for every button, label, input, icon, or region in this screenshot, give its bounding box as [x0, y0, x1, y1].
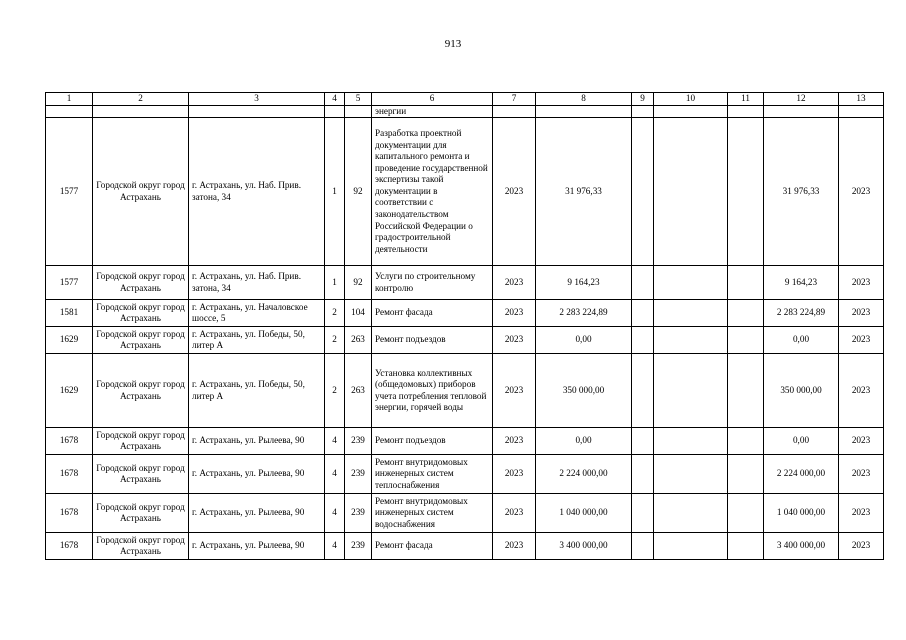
- continuation-row: [46, 105, 884, 118]
- col9-value: [632, 118, 654, 266]
- col12-cost: 0,00: [764, 428, 839, 455]
- col4-value: 4: [325, 455, 345, 494]
- col11-value: [728, 266, 764, 300]
- col13-year: 2023: [839, 533, 884, 560]
- total-cost: 0,00: [536, 327, 632, 354]
- year: 2023: [493, 327, 536, 354]
- total-cost: 9 164,23: [536, 266, 632, 300]
- municipality: Городской округ город Астрахань: [93, 354, 189, 428]
- table-row: [46, 118, 884, 266]
- municipality: Городской округ город Астрахань: [93, 455, 189, 494]
- year: 2023: [493, 354, 536, 428]
- table-row: [46, 300, 884, 327]
- year: 2023: [493, 300, 536, 327]
- municipality: Городской округ город Астрахань: [93, 428, 189, 455]
- col13-year: 2023: [839, 327, 884, 354]
- col9-value: [632, 300, 654, 327]
- municipality: Городской округ город Астрахань: [93, 327, 189, 354]
- total-cost: 3 400 000,00: [536, 533, 632, 560]
- column-number: 13: [839, 93, 884, 106]
- row-number: 1581: [46, 300, 93, 327]
- col9-value: [632, 428, 654, 455]
- row-number: 1678: [46, 455, 93, 494]
- table-row: [46, 494, 884, 533]
- col9-value: [632, 354, 654, 428]
- col13-year: 2023: [839, 494, 884, 533]
- col10-value: [654, 300, 728, 327]
- col10-value: [654, 533, 728, 560]
- work-type: Ремонт фасада: [372, 300, 493, 327]
- col10-value: [654, 327, 728, 354]
- table-row: [46, 533, 884, 560]
- col4-value: 2: [325, 300, 345, 327]
- col9-value: [632, 266, 654, 300]
- col12-cost: 1 040 000,00: [764, 494, 839, 533]
- column-number: 12: [764, 93, 839, 106]
- total-cost: 0,00: [536, 428, 632, 455]
- total-cost: 2 283 224,89: [536, 300, 632, 327]
- total-cost: 31 976,33: [536, 118, 632, 266]
- row-number: 1629: [46, 354, 93, 428]
- page-number: 913: [444, 38, 462, 50]
- address: г. Астрахань, ул. Рылеева, 90: [189, 428, 325, 455]
- column-number: 1: [46, 93, 93, 106]
- col13-year: 2023: [839, 428, 884, 455]
- col11-value: [728, 354, 764, 428]
- column-number-row: [46, 93, 884, 106]
- year: 2023: [493, 455, 536, 494]
- municipality: Городской округ город Астрахань: [93, 118, 189, 266]
- col13-year: 2023: [839, 266, 884, 300]
- address: г. Астрахань, ул. Рылеева, 90: [189, 494, 325, 533]
- total-cost: 1 040 000,00: [536, 494, 632, 533]
- total-cost: 2 224 000,00: [536, 455, 632, 494]
- table-row: [46, 354, 884, 428]
- col5-value: 92: [345, 266, 372, 300]
- address: г. Астрахань, ул. Рылеева, 90: [189, 533, 325, 560]
- year: 2023: [493, 266, 536, 300]
- col12-cost: 0,00: [764, 327, 839, 354]
- address: г. Астрахань, ул. Победы, 50, литер А: [189, 327, 325, 354]
- work-type: Установка коллективных (общедомовых) приборов учета потребления тепловой энергии, горячей воды: [372, 354, 493, 428]
- year: 2023: [493, 428, 536, 455]
- col12-cost: 350 000,00: [764, 354, 839, 428]
- col5-value: 263: [345, 327, 372, 354]
- col5-value: 239: [345, 455, 372, 494]
- table-row: [46, 455, 884, 494]
- col4-value: 4: [325, 533, 345, 560]
- row-number: 1577: [46, 118, 93, 266]
- col4-value: 1: [325, 266, 345, 300]
- col12-cost: 31 976,33: [764, 118, 839, 266]
- municipality: Городской округ город Астрахань: [93, 494, 189, 533]
- row-number: 1678: [46, 494, 93, 533]
- col12-cost: 9 164,23: [764, 266, 839, 300]
- col5-value: 263: [345, 354, 372, 428]
- col4-value: 4: [325, 494, 345, 533]
- column-number: 9: [632, 93, 654, 106]
- year: 2023: [493, 118, 536, 266]
- column-number: 3: [189, 93, 325, 106]
- work-type: Ремонт фасада: [372, 533, 493, 560]
- address: г. Астрахань, ул. Началовское шоссе, 5: [189, 300, 325, 327]
- col5-value: 92: [345, 118, 372, 266]
- col11-value: [728, 327, 764, 354]
- table-row: [46, 266, 884, 300]
- col11-value: [728, 533, 764, 560]
- col5-value: 239: [345, 533, 372, 560]
- col10-value: [654, 118, 728, 266]
- col13-year: 2023: [839, 300, 884, 327]
- column-number: 8: [536, 93, 632, 106]
- table-row: [46, 327, 884, 354]
- col5-value: 104: [345, 300, 372, 327]
- municipality: Городской округ город Астрахань: [93, 266, 189, 300]
- column-number: 2: [93, 93, 189, 106]
- work-type: Ремонт подъездов: [372, 327, 493, 354]
- col10-value: [654, 354, 728, 428]
- col4-value: 1: [325, 118, 345, 266]
- column-number: 4: [325, 93, 345, 106]
- municipality: Городской округ город Астрахань: [93, 533, 189, 560]
- col12-cost: 2 224 000,00: [764, 455, 839, 494]
- col11-value: [728, 494, 764, 533]
- col10-value: [654, 455, 728, 494]
- column-number: 7: [493, 93, 536, 106]
- col4-value: 2: [325, 327, 345, 354]
- col10-value: [654, 494, 728, 533]
- repair-schedule-table: [45, 92, 884, 560]
- col13-year: 2023: [839, 118, 884, 266]
- col10-value: [654, 428, 728, 455]
- col5-value: 239: [345, 494, 372, 533]
- col13-year: 2023: [839, 455, 884, 494]
- column-number: 5: [345, 93, 372, 106]
- year: 2023: [493, 494, 536, 533]
- col11-value: [728, 118, 764, 266]
- col11-value: [728, 455, 764, 494]
- col4-value: 4: [325, 428, 345, 455]
- address: г. Астрахань, ул. Наб. Прив. затона, 34: [189, 118, 325, 266]
- table-row: [46, 428, 884, 455]
- continuation-text: энергии: [372, 105, 493, 118]
- col9-value: [632, 455, 654, 494]
- work-type: Ремонт внутридомовых инженерных систем теплоснабжения: [372, 455, 493, 494]
- row-number: 1629: [46, 327, 93, 354]
- work-type: Ремонт внутридомовых инженерных систем водоснабжения: [372, 494, 493, 533]
- col10-value: [654, 266, 728, 300]
- address: г. Астрахань, ул. Наб. Прив. затона, 34: [189, 266, 325, 300]
- column-number: 6: [372, 93, 493, 106]
- address: г. Астрахань, ул. Победы, 50, литер А: [189, 354, 325, 428]
- col12-cost: 2 283 224,89: [764, 300, 839, 327]
- column-number: 11: [728, 93, 764, 106]
- col12-cost: 3 400 000,00: [764, 533, 839, 560]
- municipality: Городской округ город Астрахань: [93, 300, 189, 327]
- col4-value: 2: [325, 354, 345, 428]
- col9-value: [632, 494, 654, 533]
- col11-value: [728, 300, 764, 327]
- col9-value: [632, 533, 654, 560]
- work-type: Ремонт подъездов: [372, 428, 493, 455]
- col11-value: [728, 428, 764, 455]
- year: 2023: [493, 533, 536, 560]
- row-number: 1577: [46, 266, 93, 300]
- total-cost: 350 000,00: [536, 354, 632, 428]
- address: г. Астрахань, ул. Рылеева, 90: [189, 455, 325, 494]
- row-number: 1678: [46, 533, 93, 560]
- work-type: Разработка проектной документации для капитального ремонта и проведение государственной экспертизы такой документации в соответствии с законодательством Российской Федерации о градостроительной деятельности: [372, 118, 493, 266]
- col13-year: 2023: [839, 354, 884, 428]
- col5-value: 239: [345, 428, 372, 455]
- column-number: 10: [654, 93, 728, 106]
- col9-value: [632, 327, 654, 354]
- work-type: Услуги по строительному контролю: [372, 266, 493, 300]
- row-number: 1678: [46, 428, 93, 455]
